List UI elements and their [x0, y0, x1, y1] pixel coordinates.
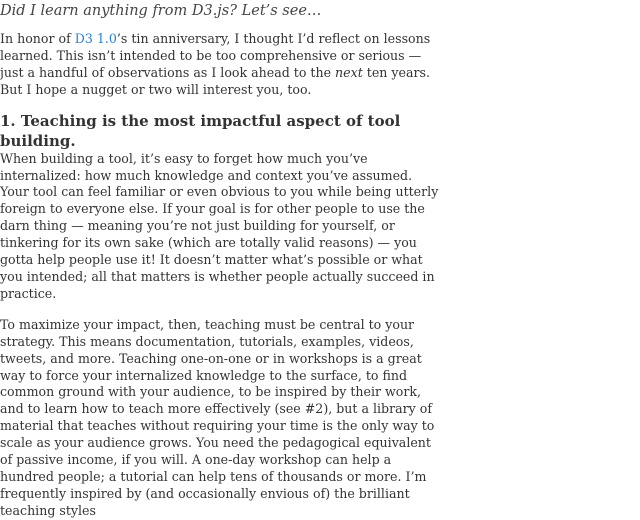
section-paragraph-2: To maximize your impact, then, teaching must be central to your strategy. This means documentation, tutorials, examples, videos, tweets, and more. Teaching one-on-one or in workshops is a great way to force your internalized knowledge to the surface, to find common ground with your audience, to be inspired by their work, and to learn how to teach more effectively (see #2), but a library of material that teaches without requiring your time is the only way to scale as your audience grows. You need the pedagogical equivalent of passive income, if you will. A one-day workshop can help a hundred people; a tutorial can help tens of thousands or more. I’m frequently inspired by (and occasionally envious of) the brilliant teaching styles [0, 316, 435, 518]
intro-suffix: ten years. But I hope a nugget or two will interest you, too. [0, 64, 430, 97]
section-heading: 1. Teaching is the most impactful aspect of tool building. [0, 111, 401, 150]
d3-link[interactable]: D3 1.0 [74, 31, 117, 46]
intro-prefix: In honor of [0, 31, 75, 46]
section-paragraph-1: When building a tool, it’s easy to forget how much you’ve internalized: how much knowledge and context you’ve assumed. Your tool can feel familiar or even obvious to you while being utterly foreign to everyone else. If your goal is for other people to use the darn thing — meaning you’re not just building for yourself, or tinkering for its own sake (which are totally valid reasons) — you gotta help people use it! It doesn’t matter what’s possible or what you intended; all that matters is whether people actually succeed in practice. [0, 150, 439, 301]
intro-paragraph [0, 31, 440, 99]
intro-emphasis: next [335, 64, 363, 80]
intro-after-link: ’s tin anniversary, I thought I’d reflect on lessons learned. This isn’t intended to be too comprehensive or serious — just a handful of observations as I look ahead to the [0, 31, 431, 80]
article-subtitle: Did I learn anything from D3.js? Let’s see… [0, 3, 322, 19]
